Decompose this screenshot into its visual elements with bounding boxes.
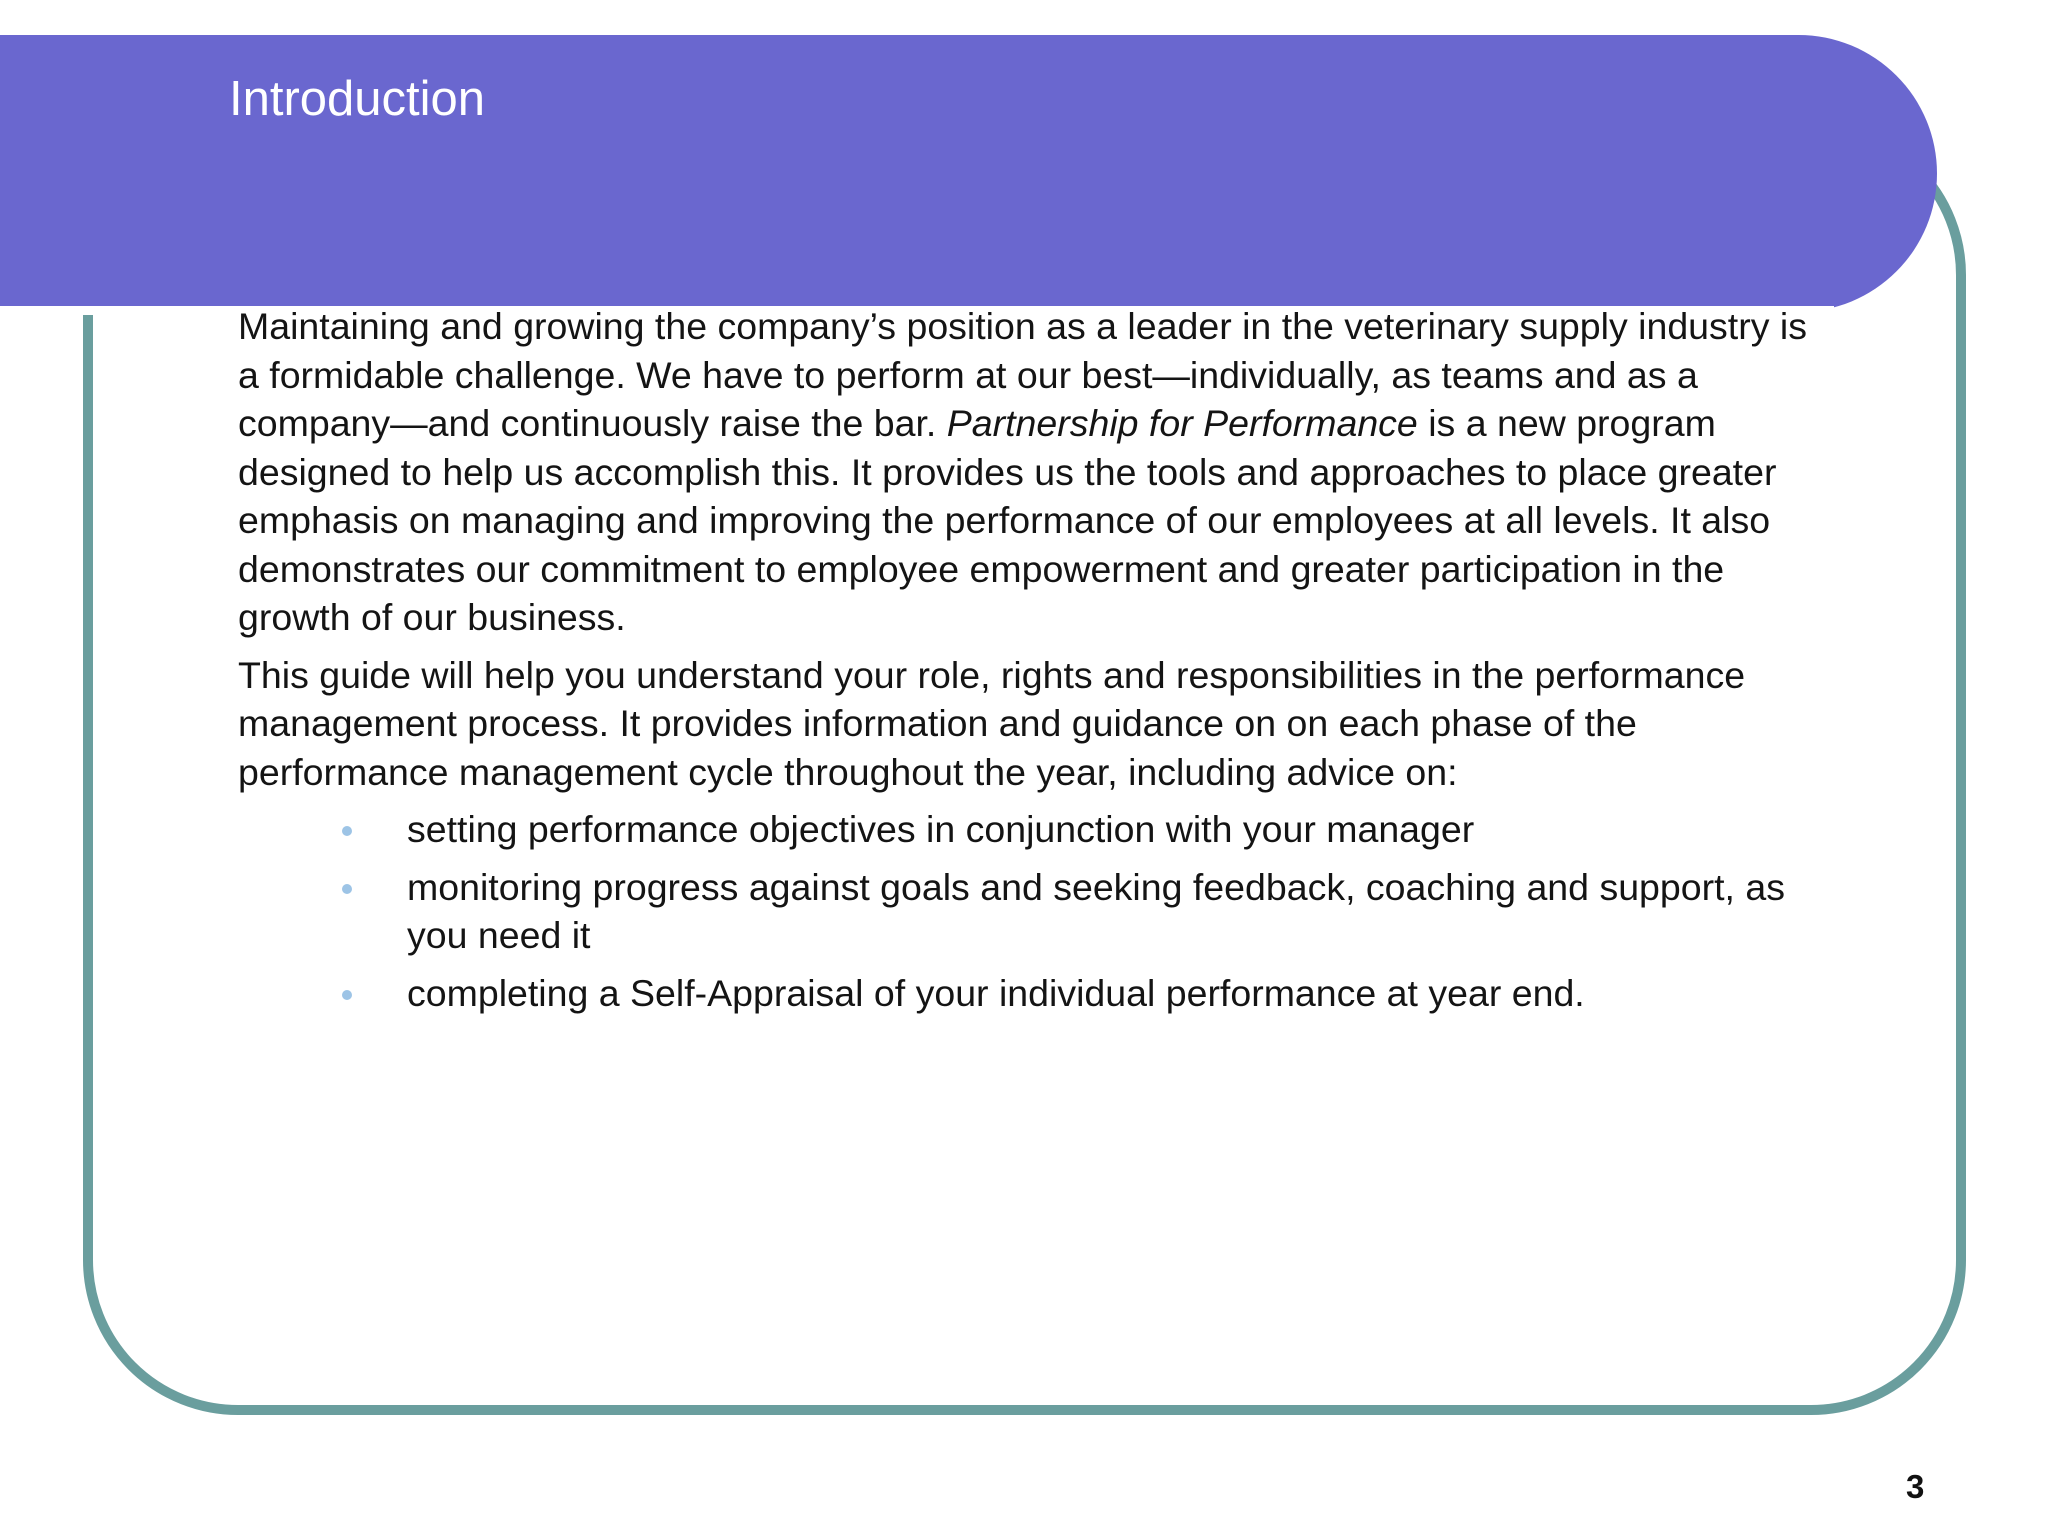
- slide-title: Introduction: [229, 72, 486, 126]
- list-item-text: completing a Self-Appraisal of your individual performance at year end.: [407, 971, 1585, 1014]
- program-name: Partnership for Performance: [946, 402, 1418, 444]
- list-item: [238, 805, 1820, 854]
- intro-text-before: Maintaining and growing the company’s position as a leader in the veterinary supply industry is a formidable challenge. We have to perform at our best—individually, as teams and as a company—and continuously raise the bar.: [238, 305, 1807, 444]
- guide-paragraph: This guide will help you understand your role, rights and responsibilities in the performance management process. It provides information and guidance on on each phase of the performance management cycle throughout the year, including advice on:: [238, 653, 1746, 793]
- list-item-text: setting performance objectives in conjunction with your manager: [407, 808, 1475, 850]
- bullet-icon: [342, 990, 352, 1000]
- advice-list: [238, 805, 1820, 1017]
- list-item-text: monitoring progress against goals and seeking feedback, coaching and support, as you need it: [407, 865, 1785, 956]
- slide-body: [238, 302, 1820, 1026]
- page-number: 3: [1906, 1468, 1925, 1505]
- bullet-icon: [342, 884, 352, 894]
- list-item: [238, 863, 1820, 960]
- bullet-icon: [342, 826, 352, 836]
- list-item: [238, 969, 1820, 1018]
- intro-text-after: is a new program designed to help us accomplish this. It provides us the tools and approaches to place greater emphasis on managing and improving the performance of our employees at all levels. It also demonstrates our commitment to employee empowerment and greater participation in the growth of our business.: [238, 402, 1777, 638]
- intro-paragraph: [238, 302, 1820, 642]
